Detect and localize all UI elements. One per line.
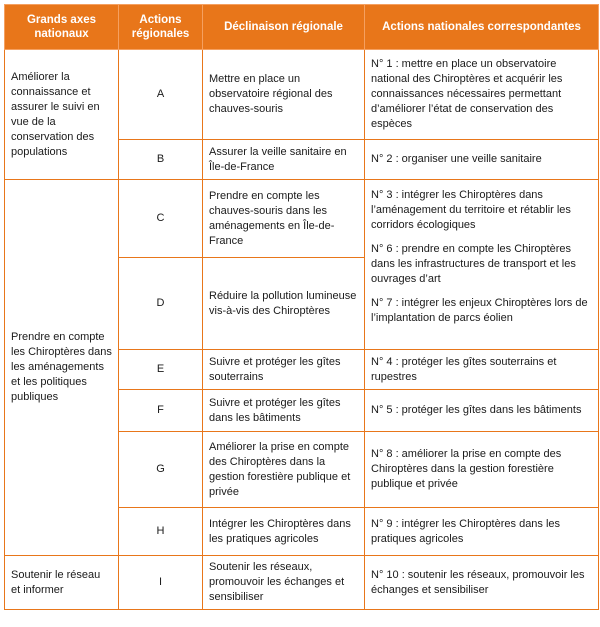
- header-actions: Actions régionales: [119, 5, 203, 50]
- action-code: D: [119, 258, 203, 350]
- action-code: H: [119, 508, 203, 556]
- action-code: A: [119, 50, 203, 140]
- action-code: G: [119, 432, 203, 508]
- national-action-text: N° 7 : intégrer les enjeux Chiroptères lors de l’implantation de parcs éolien: [371, 297, 588, 324]
- national-action: [365, 390, 599, 432]
- header-nationales: Actions nationales correspondantes: [365, 5, 599, 50]
- table-row: [5, 556, 599, 610]
- regional-action: Soutenir les réseaux, promouvoir les échanges et sensibiliser: [203, 556, 365, 610]
- national-action: [365, 50, 599, 140]
- header-declinaison: Déclinaison régionale: [203, 5, 365, 50]
- regional-action: Assurer la veille sanitaire en Île-de-France: [203, 140, 365, 180]
- national-action: [365, 508, 599, 556]
- regional-action: Réduire la pollution lumineuse vis-à-vis des Chiroptères: [203, 258, 365, 350]
- action-code: E: [119, 350, 203, 390]
- action-code: B: [119, 140, 203, 180]
- axis-cell: Prendre en compte les Chiroptères dans les aménagements et les politiques publiques: [5, 180, 119, 556]
- national-action: [365, 180, 599, 350]
- national-action: [365, 350, 599, 390]
- national-action-text: N° 1 : mettre en place un observatoire national des Chiroptères et acquérir les connaissances nécessaires permettant d’améliorer l’état de conservation des espèces: [371, 58, 563, 130]
- national-action-text: N° 2 : organiser une veille sanitaire: [371, 153, 542, 165]
- axis-cell: Soutenir le réseau et informer: [5, 556, 119, 610]
- action-plan-table: [4, 4, 599, 610]
- axis-cell: Améliorer la connaissance et assurer le suivi en vue de la conservation des populations: [5, 50, 119, 180]
- action-code: I: [119, 556, 203, 610]
- national-action: [365, 556, 599, 610]
- table-row: [5, 180, 599, 258]
- regional-action: Suivre et protéger les gîtes souterrains: [203, 350, 365, 390]
- action-code: C: [119, 180, 203, 258]
- national-action-text: N° 9 : intégrer les Chiroptères dans les pratiques agricoles: [371, 517, 561, 545]
- header-row: [5, 5, 599, 50]
- table-row: [5, 50, 599, 140]
- regional-action: Intégrer les Chiroptères dans les pratiques agricoles: [203, 508, 365, 556]
- national-action-text: N° 10 : soutenir les réseaux, promouvoir les échanges et sensibiliser: [371, 568, 585, 596]
- regional-action: Suivre et protéger les gîtes dans les bâtiments: [203, 390, 365, 432]
- regional-action: Prendre en compte les chauves-souris dans les aménagements en Île-de-France: [203, 180, 365, 258]
- national-action: [365, 140, 599, 180]
- national-action-text: N° 6 : prendre en compte les Chiroptères dans les infrastructures de transport et les ouvrages d’art: [371, 243, 576, 285]
- action-code: F: [119, 390, 203, 432]
- national-action-text: N° 4 : protéger les gîtes souterrains et rupestres: [371, 355, 557, 383]
- national-action: [365, 432, 599, 508]
- regional-action: Mettre en place un observatoire régional des chauves-souris: [203, 50, 365, 140]
- regional-action: Améliorer la prise en compte des Chiroptères dans la gestion forestière publique et privée: [203, 432, 365, 508]
- national-action-text: N° 5 : protéger les gîtes dans les bâtiments: [371, 404, 582, 416]
- national-action-text: N° 8 : améliorer la prise en compte des Chiroptères dans la gestion forestière publique et privée: [371, 448, 562, 490]
- national-action-text: N° 3 : intégrer les Chiroptères dans l’aménagement du territoire et rétablir les corridors écologiques: [371, 189, 571, 231]
- header-axes: Grands axes nationaux: [5, 5, 119, 50]
